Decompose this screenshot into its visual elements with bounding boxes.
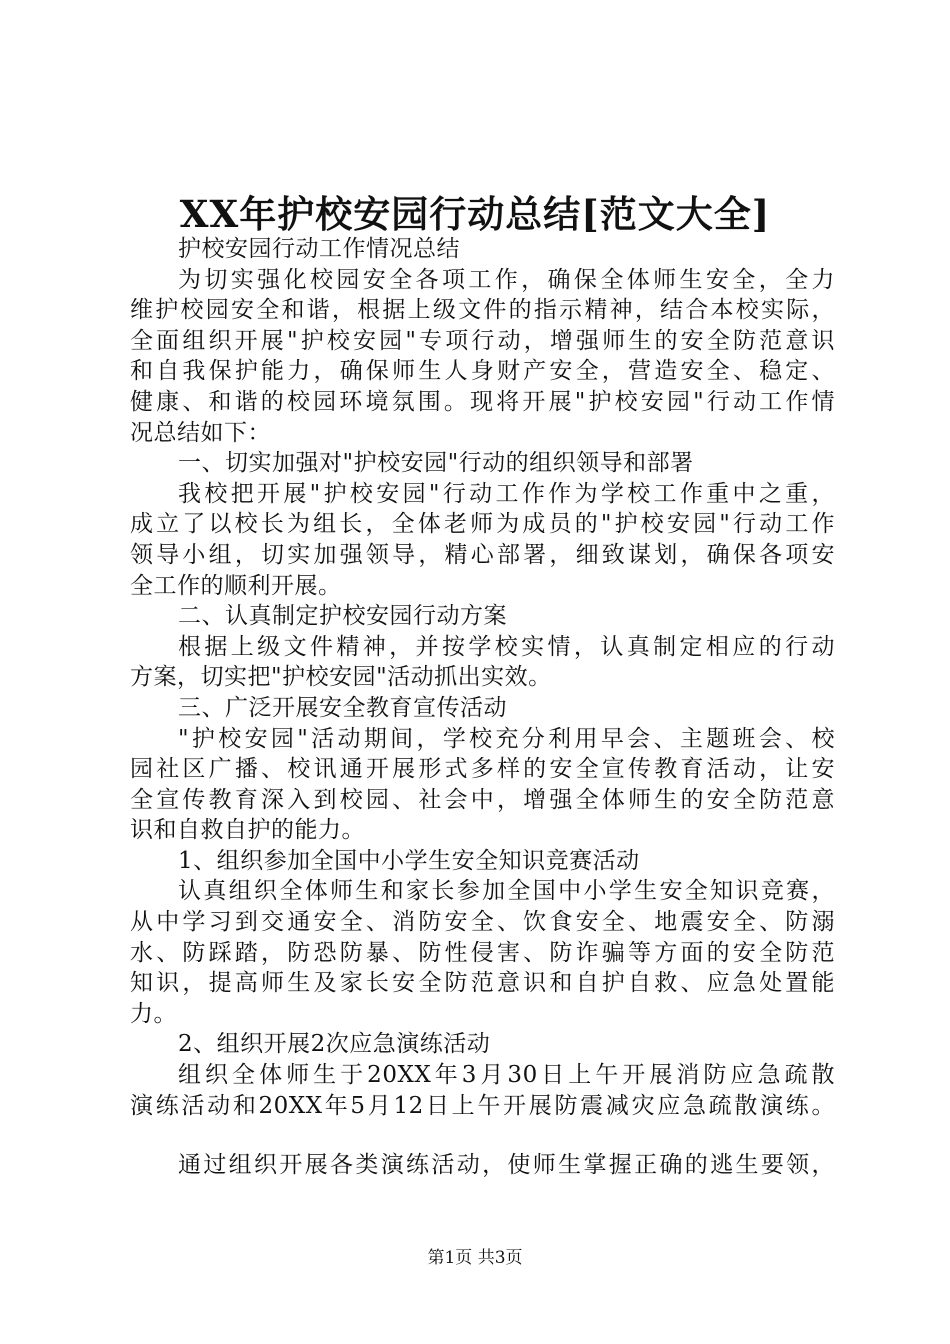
paragraph-line: 维护校园安全和谐，根据上级文件的指示精神，结合本校实际， [130, 297, 835, 324]
paragraph-line: 水、防踩踏，防恐防暴、防性侵害、防诈骗等方面的安全防范 [130, 939, 835, 966]
section-heading: 二、认真制定护校安园行动方案 [178, 603, 507, 630]
paragraph-line: 全工作的顺利开展。 [130, 572, 342, 599]
section-heading: 一、切实加强对"护校安园"行动的组织领导和部署 [178, 450, 694, 477]
subtitle-line: 护校安园行动工作情况总结 [178, 236, 460, 262]
paragraph-line: 力。 [130, 1000, 177, 1027]
paragraph-line: 演练活动和20XX年5月12日上午开展防震减灾应急疏散演练。 [130, 1092, 835, 1119]
paragraph-line: 为切实强化校园安全各项工作，确保全体师生安全，全力 [178, 266, 835, 293]
paragraph-line: 方案，切实把"护校安园"活动抓出实效。 [130, 664, 552, 691]
paragraph-line: 健康、和谐的校园环境氛围。现将开展"护校安园"行动工作情 [130, 388, 835, 415]
subsection-heading: 1、组织参加全国中小学生安全知识竞赛活动 [178, 847, 640, 874]
paragraph-line: 和自我保护能力，确保师生人身财产安全，营造安全、稳定、 [130, 358, 835, 385]
paragraph-line: 全面组织开展"护校安园"专项行动，增强师生的安全防范意识 [130, 327, 835, 354]
paragraph-line: 组织全体师生于20XX年3月30日上午开展消防应急疏散 [178, 1062, 835, 1089]
subsection-heading: 2、组织开展2次应急演练活动 [178, 1031, 491, 1058]
paragraph-line: 认真组织全体师生和家长参加全国中小学生安全知识竞赛， [178, 878, 835, 905]
section-heading: 三、广泛开展安全教育宣传活动 [178, 694, 507, 721]
paragraph-line: 通过组织开展各类演练活动，使师生掌握正确的逃生要领， [178, 1152, 835, 1179]
document-title: XX年护校安园行动总结[范文大全] [179, 192, 771, 236]
page-number-footer: 第1页 共3页 [427, 1248, 523, 1268]
paragraph-line: 全宣传教育深入到校园、社会中，增强全体师生的安全防范意 [130, 786, 835, 813]
paragraph-line: 我校把开展"护校安园"行动工作作为学校工作重中之重， [178, 480, 835, 507]
paragraph-line: 从中学习到交通安全、消防安全、饮食安全、地震安全、防溺 [130, 909, 835, 936]
paragraph-line: 园社区广播、校讯通开展形式多样的安全宣传教育活动，让安 [130, 756, 835, 783]
paragraph-line: "护校安园"活动期间，学校充分利用早会、主题班会、校 [178, 725, 835, 752]
paragraph-line: 识和自救自护的能力。 [130, 817, 365, 844]
paragraph-line: 况总结如下： [130, 419, 271, 446]
paragraph-line: 领导小组，切实加强领导，精心部署，细致谋划，确保各项安 [130, 541, 835, 568]
paragraph-gap [130, 1121, 835, 1150]
document-body [130, 234, 835, 1181]
paragraph-line: 根据上级文件精神，并按学校实情，认真制定相应的行动 [178, 633, 835, 660]
paragraph-line: 成立了以校长为组长，全体老师为成员的"护校安园"行动工作 [130, 511, 835, 538]
paragraph-line: 知识，提高师生及家长安全防范意识和自护自救、应急处置能 [130, 970, 835, 997]
